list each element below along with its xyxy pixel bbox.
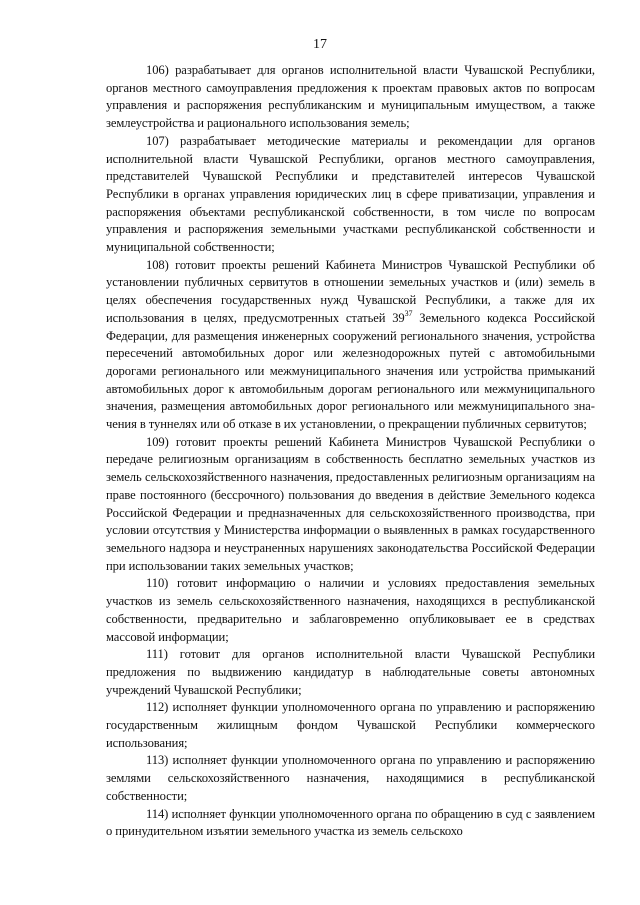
paragraph-113: 113) исполняет функции уполномоченного органа по управлению и распоряжению землями сельскохозяйственного назначения, находящимися в республиканской собственности; — [106, 753, 595, 803]
paragraph-108-part-2: Земельного кодекса Российской Федерации, для размещения инженерных сооружений регионального значения, устройства пересечений автомобильных дорог или железнодорожных путей с автомобильными дорогами регионального или межмуниципального значения или устройства примыканий автомобильных дорог к автомобильным дорогам регионального или межмуниципального значения, размещения автомобильных дорог регионального или межмуниципального значения в туннелях или об отказе в их установлении, о прекращении публичных сервитутов; — [106, 310, 595, 432]
document-body — [106, 62, 595, 841]
paragraph-108-part-1: 108) готовит проекты решений Кабинета Министров Чувашской Республики об установлении публичных сервитутов в отношении земельных участков и (или) земель в целях обеспечения государственных нужд Чувашской Республики, а также для их использования в целях, предусмотренных статьей 39 — [106, 257, 595, 325]
article-superscript: 37 — [404, 308, 413, 318]
page-number: 17 — [313, 37, 327, 52]
paragraph-108 — [106, 257, 595, 434]
paragraph-112: 112) исполняет функции уполномоченного органа по управлению и распоряжению государственным жилищным фондом Чувашской Республики коммерческого использования; — [106, 700, 595, 750]
paragraph-106: 106) разрабатывает для органов исполнительной власти Чувашской Республики, органов местного самоуправления предложения к проектам правовых актов по вопросам управления и распоряжения республиканским и муниципальным имуществом, а также землеустройства и рационального использования земель; — [106, 63, 595, 131]
paragraph-110: 110) готовит информацию о наличии и условиях предоставления земельных участков из земель сельскохозяйственного назначения, находящихся в республиканской собственности, предварительно и заблаговременно опубликовывает ее в средствах массовой информации; — [106, 576, 595, 644]
paragraph-109: 109) готовит проекты решений Кабинета Министров Чувашской Республики о передаче религиозным организациям в собственность бесплатно земельных участков из земель сельскохозяйственного назначения, предоставленных религиозным организациям на праве постоянного (бессрочного) пользования до введения в действие Земельного кодекса Российской Федерации и предназначенных для сельскохозяйственного производства, при условии отсутствия у Министерства информации о выявленных в рамках государственного земельного надзора и неустраненных нарушениях законодательства Российской Федерации при использовании таких земельных участков; — [106, 434, 595, 573]
paragraph-107: 107) разрабатывает методические материалы и рекомендации для органов исполнительной власти Чувашской Республики, органов местного самоуправления, представителей Чувашской Республики и представителей интересов Чувашской Республики в органах управления юридических лиц в сфере приватизации, управления и распоряжения объектами республиканской собственности, в том числе по вопросам управления и распоряжения земельными участками республиканской собственности и муниципальной собственности; — [106, 133, 595, 255]
paragraph-114: 114) исполняет функции уполномоченного органа по обращению в суд с заявлением о принудительном изъятии земельного участка из земель сельскохо — [106, 806, 595, 839]
paragraph-111: 111) готовит для органов исполнительной власти Чувашской Республики предложения по выдвижению кандидатур в наблюдательные советы автономных учреждений Чувашской Республики; — [106, 647, 595, 697]
